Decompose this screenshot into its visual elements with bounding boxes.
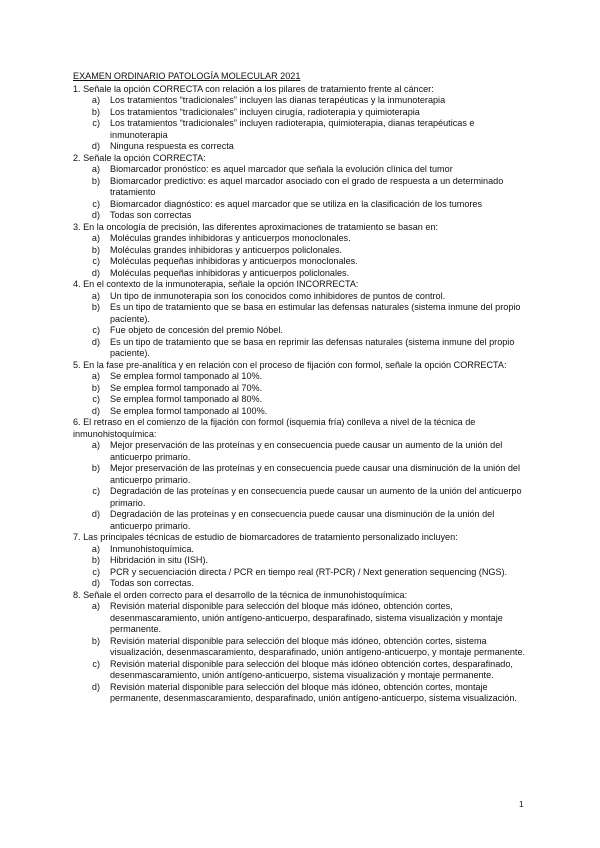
- question-text: 1. Señale la opción CORRECTA con relación a los pilares de tratamiento frente al cáncer:: [73, 83, 434, 94]
- answer-option: [73, 682, 528, 705]
- answer-option: [73, 544, 528, 556]
- option-list: [73, 95, 528, 153]
- option-letter: d): [91, 267, 100, 278]
- option-text: Revisión material disponible para selección del bloque más idóneo, obtención cortes, desenmascaramiento, unión antígeno-anticuerpo, desparafinado, sistema visualización y montaje permanente.: [110, 601, 503, 634]
- option-text: Se emplea formol tamponado al 100%.: [110, 405, 268, 416]
- question-3: [73, 222, 528, 280]
- option-text: Todas son correctas: [110, 210, 192, 220]
- question-1: [73, 84, 528, 153]
- option-text: Se emplea formol tamponado al 10%.: [110, 371, 263, 381]
- option-letter: d): [91, 509, 100, 519]
- answer-option: [73, 164, 528, 176]
- option-text: Biomarcador pronóstico: es aquel marcador que señala la evolución clínica del tumor: [110, 164, 453, 174]
- answer-option: [73, 383, 528, 395]
- page-number: 1: [519, 799, 524, 809]
- question-text: 5. En la fase pre-analítica y en relación con el proceso de fijación con formol, señale la opción CORRECTA:: [73, 359, 507, 370]
- option-letter: c): [92, 486, 100, 496]
- question-6: [73, 417, 528, 532]
- option-letter: c): [92, 394, 100, 404]
- option-text: Es un tipo de tratamiento que se basa en reprimir las defensas naturales (sistema inmune del propio paciente).: [110, 336, 515, 358]
- question-text: 4. En el contexto de la inmunoterapia, señale la opción INCORRECTA:: [73, 279, 359, 289]
- option-text: Moléculas pequeñas inhibidoras y anticuerpos policlonales.: [110, 267, 350, 278]
- option-letter: a): [91, 601, 100, 611]
- option-text: Ninguna respuesta es correcta: [110, 141, 234, 151]
- option-letter: d): [91, 336, 100, 347]
- option-text: Moléculas pequeñas inhibidoras y anticuerpos monoclonales.: [110, 256, 358, 266]
- option-list: [73, 440, 528, 532]
- option-letter: c): [92, 658, 100, 669]
- option-list: [73, 233, 528, 279]
- option-letter: d): [91, 578, 100, 588]
- answer-option: [73, 601, 528, 636]
- option-text: Mejor preservación de las proteínas y en consecuencia puede causar una disminución de la unión del anticuerpo primario.: [110, 463, 520, 485]
- exam-page: [73, 71, 528, 705]
- answer-option: [73, 199, 528, 211]
- answer-option: [73, 141, 528, 153]
- option-letter: d): [91, 210, 100, 220]
- option-letter: a): [91, 440, 100, 450]
- option-text: PCR y secuenciación directa / PCR en tiempo real (RT-PCR) / Next generation sequencing (NGS).: [110, 566, 508, 577]
- option-text: Los tratamientos “tradicionales” incluyen radioterapia, quimioterapia, dianas terapéuticas e inmunoterapia: [110, 118, 475, 140]
- option-letter: b): [91, 175, 100, 186]
- answer-option: [73, 210, 528, 222]
- question-2: [73, 153, 528, 222]
- answer-option: [73, 325, 528, 337]
- option-letter: c): [92, 256, 100, 266]
- option-letter: b): [91, 555, 100, 565]
- option-letter: d): [91, 141, 100, 151]
- answer-option: [73, 440, 528, 463]
- answer-option: [73, 118, 528, 141]
- option-text: Hibridación in situ (ISH).: [110, 555, 209, 565]
- option-letter: c): [92, 325, 100, 335]
- option-letter: d): [91, 405, 100, 416]
- option-letter: b): [91, 106, 100, 117]
- option-text: Se emplea formol tamponado al 70%.: [110, 382, 263, 393]
- option-text: Degradación de las proteínas y en consecuencia puede causar un aumento de la unión del anticuerpo primario.: [110, 486, 522, 508]
- answer-option: [73, 245, 528, 257]
- answer-option: [73, 406, 528, 418]
- option-text: Revisión material disponible para selección del bloque más idóneo, obtención cortes, sistema visualización, desenmascaramiento, desparafinado, unión antígeno-anticuerpo, y montaje permanente.: [110, 635, 526, 657]
- option-text: Un tipo de inmunoterapia son los conocidos como inhibidores de puntos de control.: [110, 290, 446, 301]
- answer-option: [73, 233, 528, 245]
- question-7: [73, 532, 528, 590]
- answer-option: [73, 555, 528, 567]
- option-letter: c): [92, 118, 100, 128]
- option-text: Los tratamientos “tradicionales” incluyen cirugía, radioterapia y quimioterapia: [110, 106, 420, 117]
- question-5: [73, 360, 528, 418]
- question-text: 8. Señale el orden correcto para el desarrollo de la técnica de inmunohistoquímica:: [73, 589, 408, 600]
- option-letter: b): [91, 382, 100, 393]
- answer-option: [73, 337, 528, 360]
- document-title: EXAMEN ORDINARIO PATOLOGÍA MOLECULAR 2021: [73, 71, 301, 81]
- option-letter: c): [92, 566, 100, 577]
- answer-option: [73, 486, 528, 509]
- option-text: Moléculas grandes inhibidoras y anticuerpos policlonales.: [110, 244, 343, 255]
- answer-option: [73, 463, 528, 486]
- option-letter: b): [91, 635, 100, 646]
- option-text: Mejor preservación de las proteínas y en consecuencia puede causar un aumento de la unión del anticuerpo primario.: [110, 440, 503, 462]
- option-letter: b): [91, 463, 100, 473]
- question-text: 2. Señale la opción CORRECTA:: [73, 152, 206, 163]
- option-letter: a): [91, 371, 100, 381]
- option-text: Revisión material disponible para selección del bloque más idóneo, obtención cortes, montaje permanente, desenmascaramiento, desparafinado, unión antígeno-anticuerpo, sistema visualización.: [110, 681, 517, 703]
- option-text: Fue objeto de concesión del premio Nóbel.: [110, 325, 283, 335]
- question-8: [73, 590, 528, 705]
- answer-option: [73, 302, 528, 325]
- answer-option: [73, 567, 528, 579]
- option-letter: a): [91, 233, 100, 243]
- option-text: Degradación de las proteínas y en consecuencia puede causar una disminución de la unión del anticuerpo primario.: [110, 509, 495, 531]
- answer-option: [73, 291, 528, 303]
- answer-option: [73, 268, 528, 280]
- option-list: [73, 601, 528, 705]
- option-letter: c): [92, 198, 100, 209]
- option-text: Biomarcador diagnóstico: es aquel marcador que se utiliza en la clasificación de los tumores: [110, 198, 483, 209]
- option-letter: a): [91, 543, 100, 554]
- option-letter: b): [91, 244, 100, 255]
- answer-option: [73, 394, 528, 406]
- answer-option: [73, 107, 528, 119]
- option-letter: a): [91, 290, 100, 301]
- option-list: [73, 371, 528, 417]
- option-text: Los tratamientos “tradicionales” incluyen las dianas terapéuticas y la inmunoterapia: [110, 95, 446, 105]
- option-text: Moléculas grandes inhibidoras y anticuerpos monoclonales.: [110, 233, 351, 243]
- answer-option: [73, 371, 528, 383]
- option-text: Revisión material disponible para selección del bloque más idóneo obtención cortes, desparafinado, desenmascaramiento, unión antígeno-anticuerpo, sistema visualización y montaje permanente.: [110, 658, 513, 680]
- answer-option: [73, 95, 528, 107]
- option-letter: a): [91, 164, 100, 174]
- answer-option: [73, 176, 528, 199]
- question-list: [73, 84, 528, 705]
- option-list: [73, 291, 528, 360]
- option-text: Todas son correctas.: [110, 578, 194, 588]
- option-letter: d): [91, 681, 100, 692]
- answer-option: [73, 636, 528, 659]
- option-list: [73, 544, 528, 590]
- option-text: Inmunohistoquímica.: [110, 543, 194, 554]
- answer-option: [73, 578, 528, 590]
- option-text: Biomarcador predictivo: es aquel marcador asociado con el grado de respuesta a un determinado tratamiento: [110, 175, 504, 197]
- option-list: [73, 164, 528, 222]
- question-text: 6. El retraso en el comienzo de la fijación con formol (isquemia fría) conlleva a nivel de la técnica de inmunohistoquímica:: [73, 417, 476, 439]
- answer-option: [73, 509, 528, 532]
- question-text: 3. En la oncología de precisión, las diferentes aproximaciones de tratamiento se basan en:: [73, 221, 438, 232]
- answer-option: [73, 659, 528, 682]
- answer-option: [73, 256, 528, 268]
- option-text: Se emplea formol tamponado al 80%.: [110, 394, 263, 404]
- option-text: Es un tipo de tratamiento que se basa en estimular las defensas naturales (sistema inmune del propio paciente).: [110, 302, 521, 324]
- question-4: [73, 279, 528, 360]
- question-text: 7. Las principales técnicas de estudio de biomarcadores de tratamiento personalizado incluyen:: [73, 532, 458, 542]
- option-letter: b): [91, 302, 100, 312]
- option-letter: a): [91, 95, 100, 105]
